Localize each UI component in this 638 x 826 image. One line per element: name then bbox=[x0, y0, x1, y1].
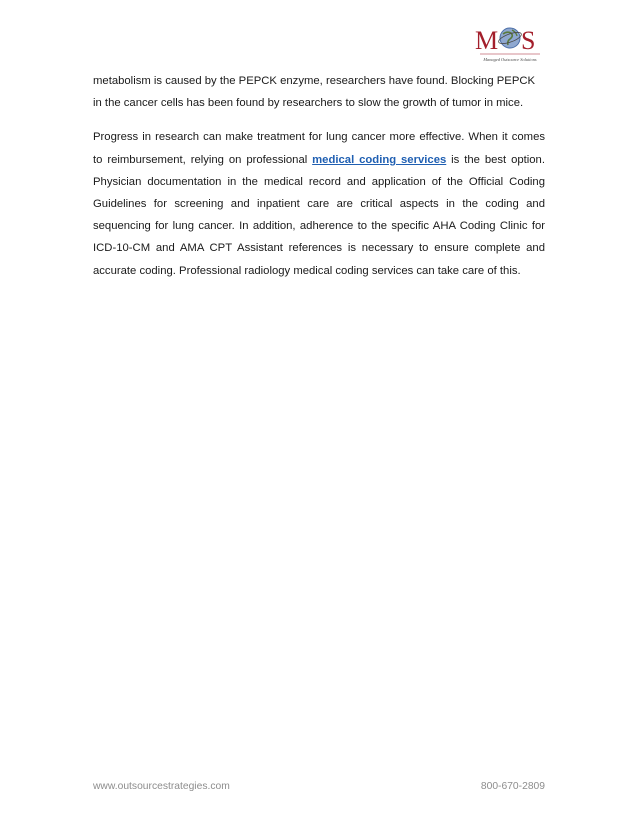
medical-coding-services-link[interactable]: medical coding services bbox=[312, 153, 447, 166]
logo-letter-s: S bbox=[521, 26, 536, 55]
footer-website: www.outsourcestrategies.com bbox=[93, 781, 230, 792]
logo-tagline: Managed Outsource Solutions bbox=[483, 57, 537, 62]
paragraph-coding bbox=[93, 126, 545, 281]
paragraph-coding-text-start: Progress in research can make treatment for lung cancer more effective. When it comes to reimbursement, relying on professional bbox=[93, 131, 545, 166]
document-body bbox=[93, 70, 545, 282]
footer-phone: 800-670-2809 bbox=[480, 781, 545, 792]
logo-letter-m: M bbox=[475, 26, 499, 55]
paragraph-coding-text-end: is the best option. Physician documentation in the medical record and application of the Official Coding Guidelines for screening and inpatient care are critical aspects in the coding and sequencing for lung cancer. In addition, adherence to the specific AHA Coding Clinic for ICD-10-CM and AMA CPT Assistant references is necessary to ensure complete and accurate coding. Professional radiology medical coding services can take care of this. bbox=[93, 153, 545, 277]
mos-logo-graphic bbox=[474, 22, 544, 68]
globe-icon bbox=[497, 28, 522, 48]
company-logo bbox=[474, 22, 544, 68]
paragraph-pepck: metabolism is caused by the PEPCK enzyme, researchers have found. Blocking PEPCK in the cancer cells has been found by researchers to slow the growth of tumor in mice. bbox=[93, 75, 536, 110]
